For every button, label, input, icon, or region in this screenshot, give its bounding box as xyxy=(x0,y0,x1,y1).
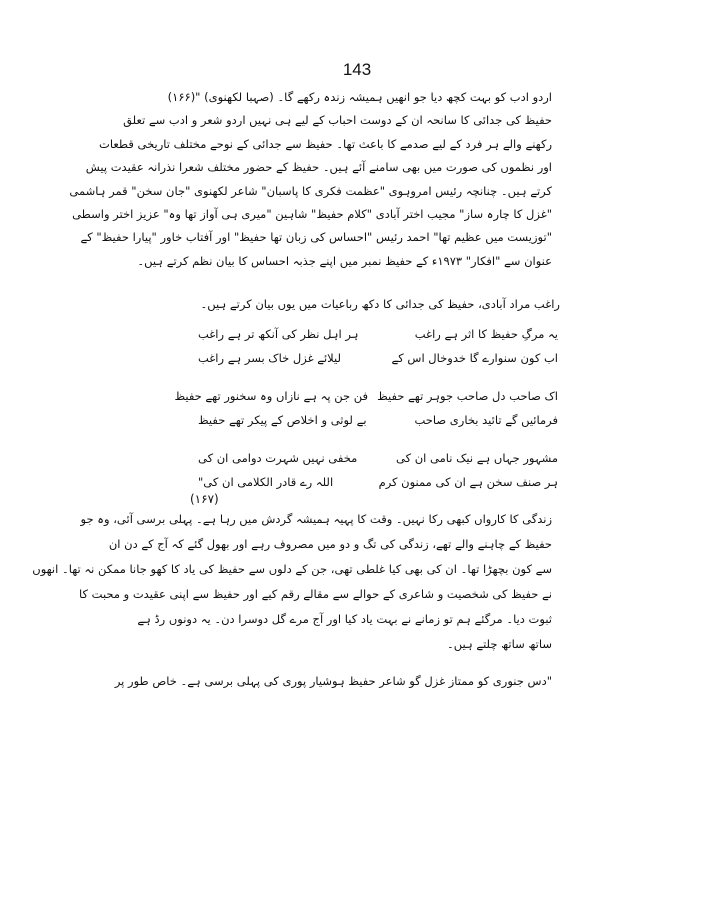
rubaiyat xyxy=(174,322,558,508)
text-line: سے کون بچھڑا تھا۔ ان کی بھی کیا غلطی تھی، جن کے دلوں سے حفیظ کی یاد کا کھو جانا ممکن نہ تھا۔ انھوں xyxy=(32,562,552,576)
text-line: ساتھ ساتھ چلتے ہیں۔ xyxy=(446,637,552,651)
paragraph-3 xyxy=(114,670,552,693)
text-line: "توزیست میں عظیم تھا" احمد رئیس "احساس کی زبان تھا حفیظ" اور آفتاب خاور "پیارا حفیظ" کے xyxy=(80,230,552,245)
verse-hemistich: اک صاحب دل صاحب جوہر تھے حفیظ xyxy=(377,389,558,403)
verse-hemistich: اب کون سنوارے گا خدوخال اس کے xyxy=(391,351,558,365)
page-number: 143 xyxy=(342,60,372,79)
verse-line xyxy=(198,322,558,346)
verse-hemistich: فرمائیں گے تائید بخاری صاحب xyxy=(414,413,558,427)
text-line: اردو ادب کو بہت کچھ دیا جو انھیں ہمیشہ زندہ رکھے گا۔ (صہبا لکھنوی) "(۱۶۶) xyxy=(167,90,552,104)
stanza xyxy=(198,322,558,370)
verse-hemistich: مخفی نہیں شہرت دوامی ان کی xyxy=(198,451,358,465)
verse-hemistich: فن جن پہ ہے نازاں وہ سخنور تھے حفیظ xyxy=(174,389,368,403)
text-line: کرتے ہیں۔ چنانچہ رئیس امروہوی "عظمت فکری کا پاسبان" شاعر لکھنوی "جان سخن" قمر ہاشمی xyxy=(69,183,552,198)
verse-line xyxy=(198,408,558,432)
verse-hemistich: بے لوثی و اخلاص کے پیکر تھے حفیظ xyxy=(198,413,367,427)
paragraph-1 xyxy=(69,86,552,273)
verse-hemistich: ہر صنف سخن ہے ان کی ممنون کرم xyxy=(378,475,558,489)
verse-hemistich: مشہور جہاں ہے نیک نامی ان کی xyxy=(396,451,558,465)
verse-hemistich: اللہ رے قادر الکلامی ان کی" xyxy=(198,475,334,489)
paragraph-2 xyxy=(32,508,552,658)
text-line: اور نظموں کی صورت میں بھی سامنے آئے ہیں۔ حفیظ کے حضور مختلف شعرا نذرانہ عقیدت پیش xyxy=(85,160,552,175)
verse-line xyxy=(174,384,558,408)
verse-line xyxy=(198,346,558,370)
text-line: رکھنے والے ہر فرد کے لیے صدمے کا باعث تھا۔ حفیظ سے جدائی کے نوحے مختلف تاریخی قطعات xyxy=(99,136,552,151)
text-line: نے حفیظ کی شخصیت و شاعری کے حوالے سے مقالے رقم کیے اور حفیظ سے اپنی عقیدت و محبت کا xyxy=(79,587,552,601)
stanza xyxy=(174,384,558,432)
text-line: حفیظ کے چاہنے والے تھے، زندگی کی تگ و دو میں مصروف رہے اور بھول گئے کہ آج کے دن ان xyxy=(108,537,552,551)
text-line: ثبوت دیا۔ مرگئے ہم تو زمانے نے بہت یاد کیا اور آج مرے گل دوسرا دن۔ یہ دونوں رڈ ہے xyxy=(137,612,552,626)
verse-hemistich: ہر اہل نظر کی آنکھ تر ہے راغب xyxy=(198,327,359,341)
quote-intro: راغب مراد آبادی، حفیظ کی جدائی کا دکھ رباعیات میں یوں بیان کرتے ہیں۔ xyxy=(200,297,560,311)
text-line: عنوان سے "افکار" ۱۹۷۳ء کے حفیظ نمبر میں اپنے جذبہ احساس کا بیان نظم کرتے ہیں۔ xyxy=(137,253,552,268)
text-line: زندگی کا کارواں کبھی رکا نہیں۔ وقت کا پہیہ ہمیشہ گردش میں رہا ہے۔ پہلی برسی آئی، وہ جو xyxy=(80,512,552,526)
verse-line xyxy=(198,446,558,470)
text-line: "غزل کا چارہ ساز" مجیب اختر آبادی "کلام حفیظ" شاہین "میری ہی آواز تھا وہ" عزیز اختر واسطی xyxy=(72,206,552,221)
text-line: "دس جنوری کو ممتاز غزل گو شاعر حفیظ ہوشیار پوری کی پہلی برسی ہے۔ خاص طور پر xyxy=(114,674,552,688)
stanza xyxy=(198,446,558,494)
verse-line xyxy=(198,470,558,494)
verse-hemistich: لیلائے غزل خاک بسر ہے راغب xyxy=(198,351,342,365)
verse-hemistich: یہ مرگِ حفیظ کا اثر ہے راغب xyxy=(414,327,558,341)
citation-number: (۱۶۷) xyxy=(190,492,219,506)
text-line: حفیظ کی جدائی کا سانحہ ان کے دوست احباب کے لیے ہی نہیں اردو شعر و ادب سے تعلق xyxy=(123,113,552,128)
